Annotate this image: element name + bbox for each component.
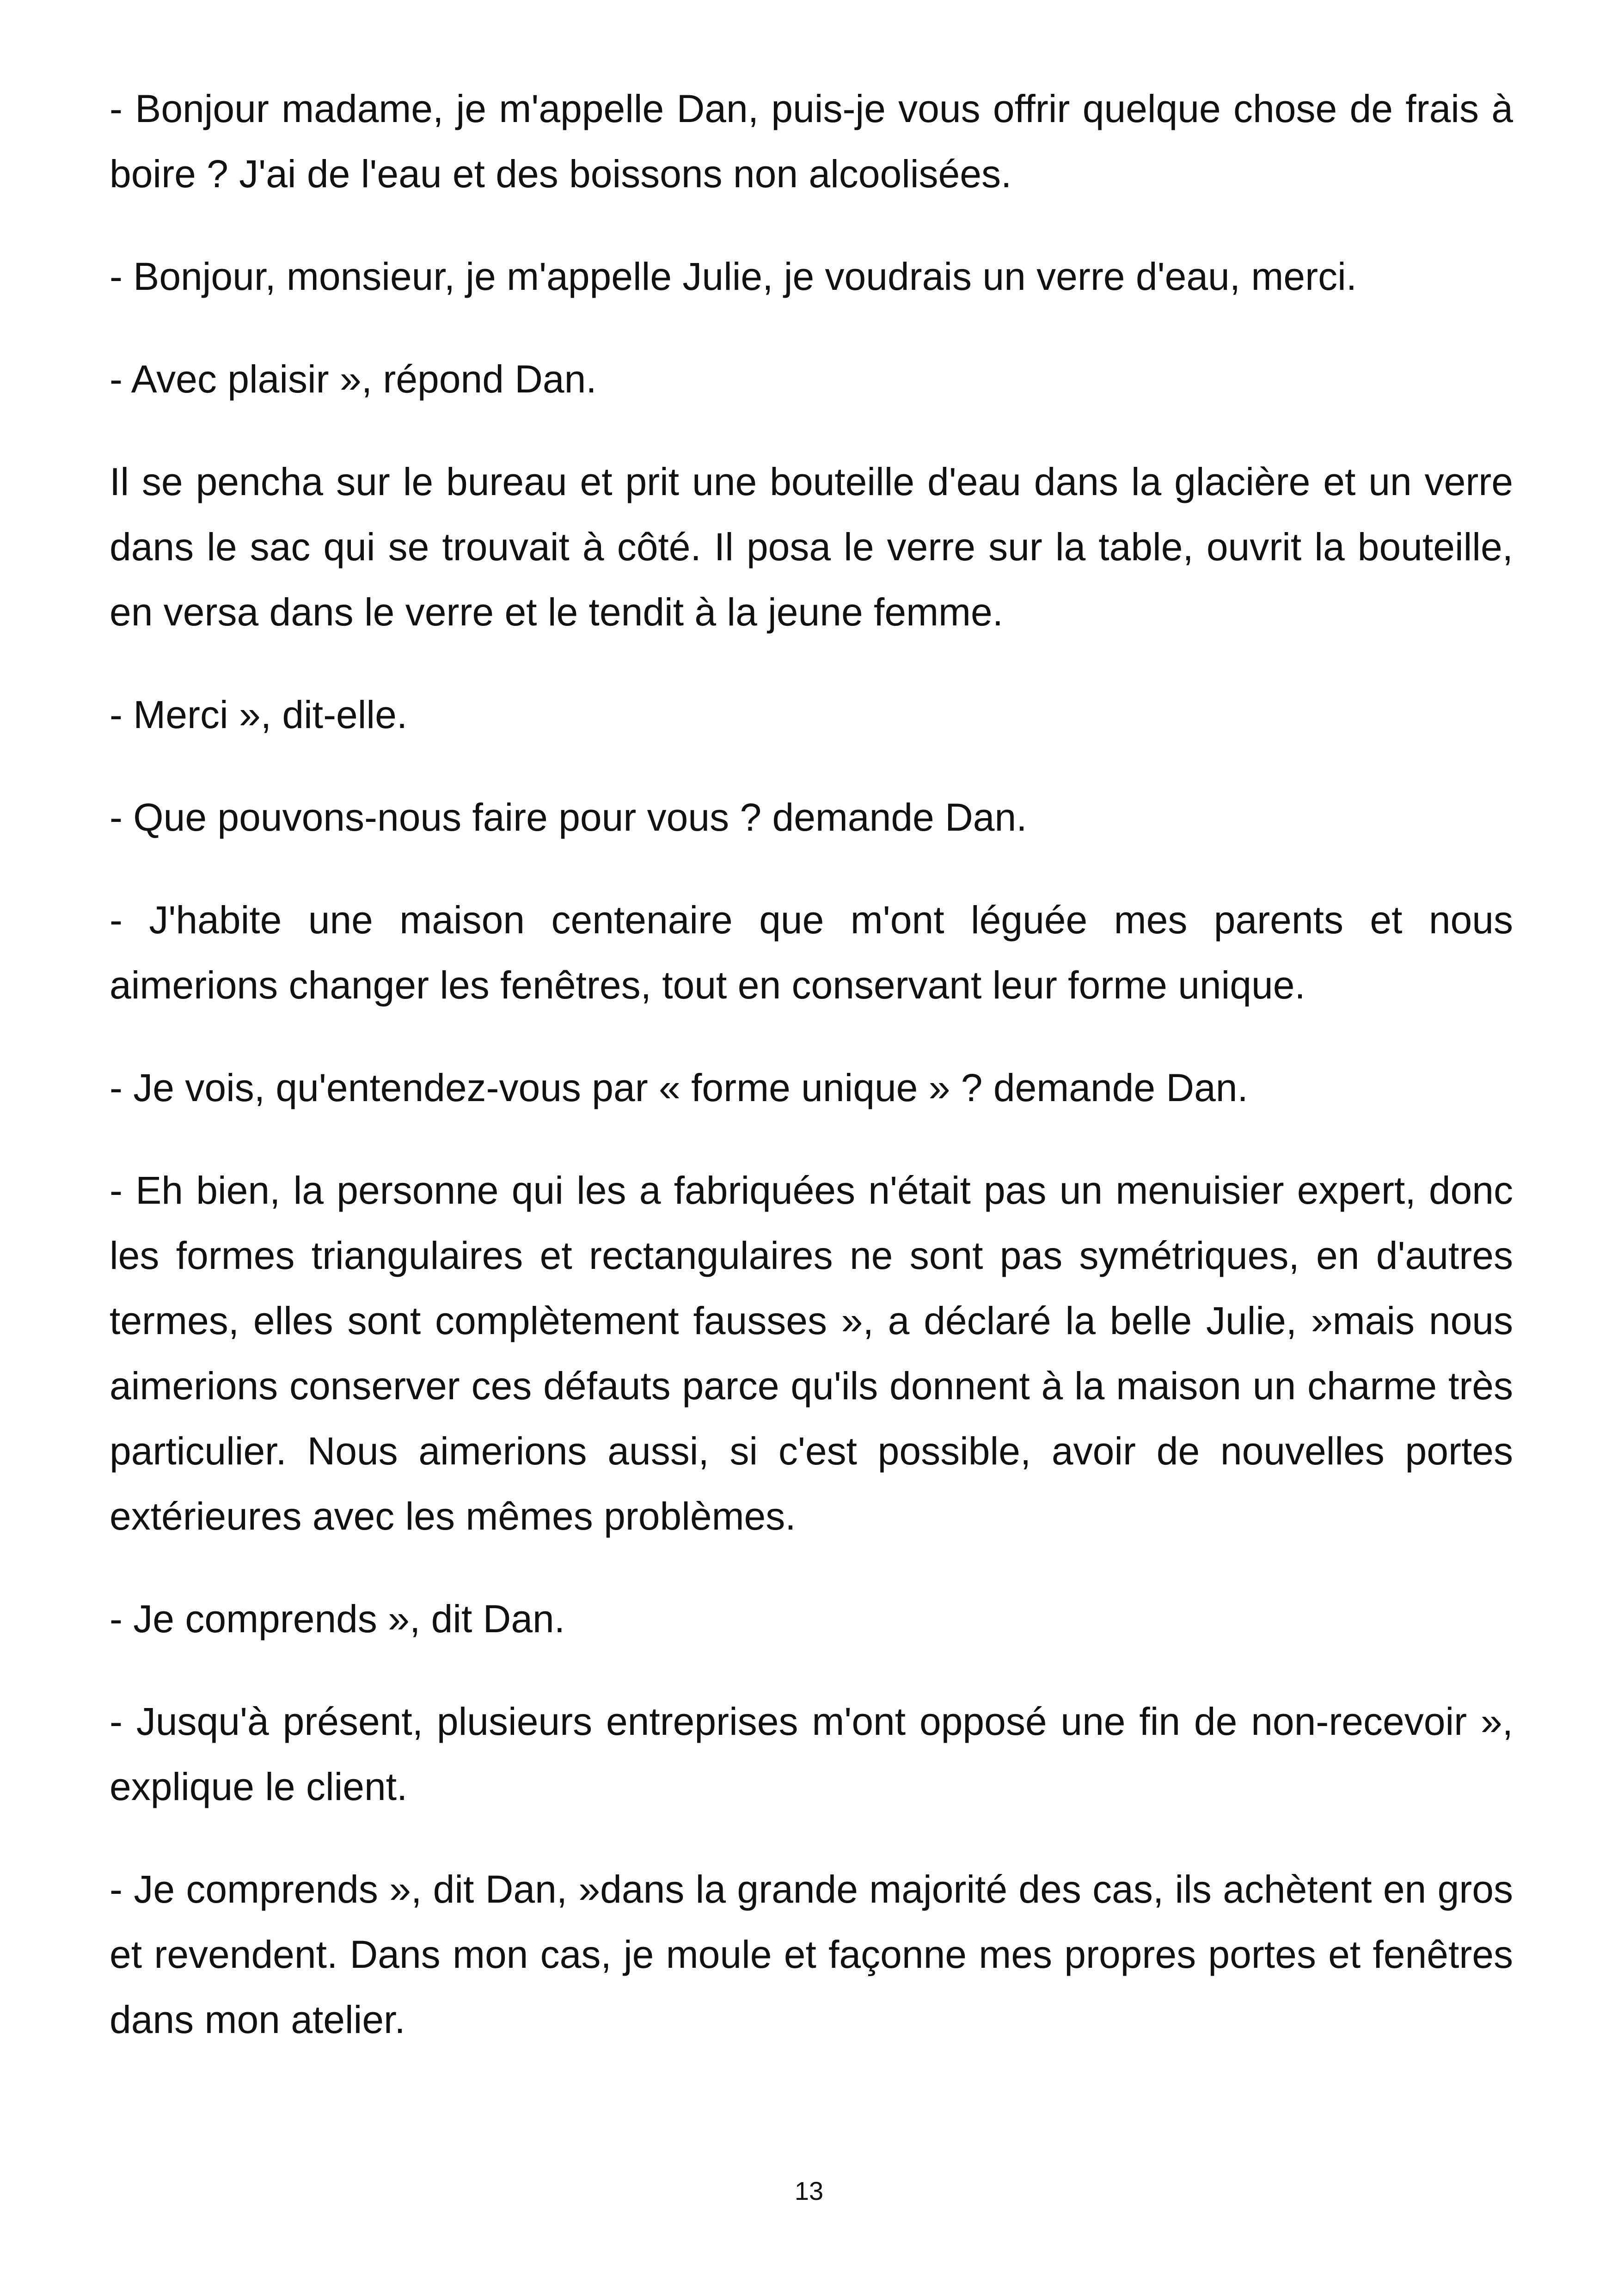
paragraph: - Bonjour madame, je m'appelle Dan, puis-je vous offrir quelque chose de frais à boire ? J'ai de l'eau et des boissons non alcoolisées. — [110, 87, 1513, 196]
page-number: 13 — [794, 2176, 824, 2205]
paragraph: - Je comprends », dit Dan. — [110, 1597, 565, 1641]
paragraph: - Bonjour, monsieur, je m'appelle Julie, je voudrais un verre d'eau, merci. — [110, 255, 1357, 298]
paragraph: - J'habite une maison centenaire que m'ont léguée mes parents et nous aimerions changer les fenêtres, tout en conservant leur forme unique. — [110, 898, 1513, 1007]
paragraph: - Je comprends », dit Dan, »dans la grande majorité des cas, ils achètent en gros et revendent. Dans mon cas, je moule et façonne mes propres portes et fenêtres dans mon atelier. — [110, 1867, 1513, 2041]
paragraph: - Merci », dit-elle. — [110, 693, 408, 736]
body-text — [110, 76, 1513, 2090]
paragraph: - Je vois, qu'entendez-vous par « forme unique » ? demande Dan. — [110, 1066, 1248, 1109]
paragraph: - Jusqu'à présent, plusieurs entreprises m'ont opposé une fin de non-recevoir », explique le client. — [110, 1700, 1513, 1808]
paragraph: Il se pencha sur le bureau et prit une bouteille d'eau dans la glacière et un verre dans le sac qui se trouvait à côté. Il posa le verre sur la table, ouvrit la bouteille, en versa dans le verre et le tendit à la jeune femme. — [110, 460, 1513, 634]
paragraph: - Avec plaisir », répond Dan. — [110, 357, 597, 401]
paragraph: - Eh bien, la personne qui les a fabriquées n'était pas un menuisier expert, donc les formes triangulaires et rectangulaires ne sont pas symétriques, en d'autres termes, elles sont complètement fausses », a déclaré la belle Julie, »mais nous aimerions conserver ces défauts parce qu'ils donnent à la maison un charme très particulier. Nous aimerions aussi, si c'est possible, avoir de nouvelles portes extérieures avec les mêmes problèmes. — [110, 1169, 1513, 1538]
paragraph: - Que pouvons-nous faire pour vous ? demande Dan. — [110, 796, 1027, 839]
